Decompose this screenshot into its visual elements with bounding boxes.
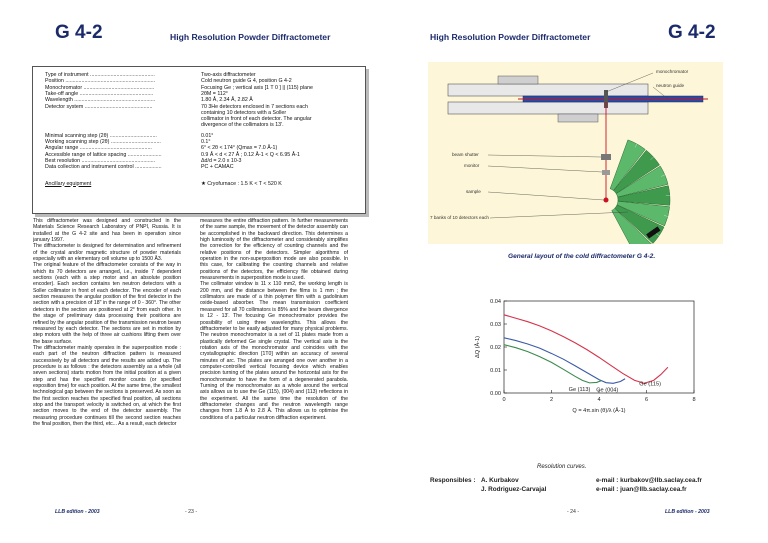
text-column-1 <box>33 218 181 506</box>
paragraph: The diffractometer mainly operates in the superposition mode : each part of the neutron diffraction pattern is measured successively by all detectors and the results are added up. The procedure is as follows : the detectors assembly as a whole (all seven sections) starts motion from the initial position at a given step and has the specified monitor counts (or specified exposition time) for each position. At the same time, the smallest technological gap between the sections is preserved. As soon as the first section reaches the specified final position, all sections stop and the transport velocity is switched on, at which the first section moves to the end of the detector assembly. The measuring procedure continues till the second section reaches the final position, then the third, etc... As a result, each detector <box>33 344 181 427</box>
text-column-2 <box>200 218 348 506</box>
series-line-2 <box>504 345 601 383</box>
shield-block-top <box>448 84 648 96</box>
spec-value: Focusing Ge ; vertical axis [1 T 0 ] || (115) plane <box>201 84 313 91</box>
x-axis-label: Q = 4π.sin (θ)/λ (Å-1) <box>572 408 626 413</box>
spec-value: 6° < 2θ < 174° (Qmax = 7.0 Å-1) <box>201 145 278 152</box>
spec-value: divergence of the collimators is 13'. <box>201 122 284 129</box>
responsible-2-name: J. Rodriguez-Carvajal <box>481 486 547 493</box>
x-tick-label: 2 <box>549 397 554 403</box>
spec-value: Two-axis diffractometer <box>201 72 256 78</box>
responsible-2-email[interactable]: e-mail : juan@llb.saclay.cea.fr <box>596 486 687 493</box>
spec-value: 70 3He detectors enclosed in 7 sections each <box>201 103 308 110</box>
spec-value: Δd/d = 2.0 x 10-3 <box>201 157 242 164</box>
layout-caption: General layout of the cold diffractometer G 4-2. <box>508 253 656 260</box>
spec-value: PC + CAMAC <box>201 164 234 171</box>
left-page-code: G 4-2 <box>55 22 103 43</box>
x-tick-label: 8 <box>692 397 696 403</box>
resolution-caption: Resolution curves. <box>537 464 587 470</box>
spec-label: Position ............................................................. <box>45 78 156 85</box>
spec-label: Working scanning step (2θ) .................................. <box>45 139 161 145</box>
spec-label: Detector system .............................................. <box>45 103 153 110</box>
ancillary-label: Ancillary equipment <box>45 180 92 187</box>
y-axis-label: ΔQ (Å-1) <box>475 335 481 359</box>
leader-shutter <box>488 155 601 157</box>
responsible-1-email[interactable]: e-mail : kurbakov@llb.saclay.cea.fr <box>596 477 702 484</box>
layout-diagram <box>428 62 723 244</box>
sample-point <box>604 198 609 203</box>
spec-label: Best resolution .................................................. <box>45 157 156 164</box>
left-footer-edition: LLB edition - 2003 <box>55 509 100 515</box>
responsibles-label: Responsibles : <box>430 477 476 484</box>
label-neutron-guide: neutron guide <box>656 83 685 88</box>
left-page-number: - 23 - <box>185 509 198 515</box>
paragraph: measures the entire diffraction pattern. In further measurements of the same sample, the movement of the detector assembly can be accomplished in the backward direction. This determines a high luminosity of the diffractometer and considerably simplifies the correction for the efficiency of counting channels and the relative positions of the detectors. Simpler algorithms of operation in the non-superposition mode are also possible. In this case, for calibrating the counting channels and relative positions of the detectors, the efficiency file obtained during measurements in superposition mode is used. <box>200 218 348 282</box>
spec-label: Data collection and instrument control .................. <box>45 164 162 171</box>
spec-label: Monochromator ................................................ <box>45 84 155 91</box>
resolution-chart <box>470 293 706 413</box>
shield-cap-left <box>498 76 538 84</box>
label-sample: sample <box>466 189 481 194</box>
paragraph: This diffractometer was designed and constructed in the Materials Science Research Laboratory of PNPI, Russia. It is installed at the G 4-2 site and has been in operation since january 1997. <box>33 218 181 244</box>
x-tick-label: 6 <box>644 397 649 403</box>
label-beam-shutter: beam shutter <box>452 152 479 157</box>
series-label: Ge (004) <box>596 387 619 394</box>
right-footer-edition: LLB edition - 2003 <box>665 509 710 515</box>
beam-shutter-block <box>601 154 611 160</box>
shield-block-bottom <box>448 102 648 114</box>
spec-label: Accessible range of lattice spacing ....................... <box>45 151 162 158</box>
y-tick-label: 0.00 <box>490 391 501 397</box>
spec-value: 0.9 Å < d < 27 Å ; 0.12 Å-1 < Q < 6.95 Å-1 <box>201 151 300 158</box>
detector-banks <box>610 140 674 244</box>
spec-value: containing 10 detectors with a Soller <box>201 109 287 116</box>
responsible-1-name: A. Kurbakov <box>481 477 519 484</box>
spec-label: Angular range ................................................. <box>45 145 152 152</box>
y-tick-label: 0.03 <box>490 322 501 328</box>
y-tick-label: 0.02 <box>490 345 501 351</box>
paragraph: The original feature of the diffractometer consists of the way in which its 70 detectors are arranged, i.e., inside 7 dependent sections (each with a step motor and an absolute position encoder). Each section contains ten neutron detectors with a Soller collimator in front of each detector. The encoder of each section measures the angular position of the first detector in the section with a precision of 18" in the range of 0 - 360°. The other detectors in the section are positioned at 2° from each other. In the stage of preliminary data processing their positions are refined by the angular position of the transmission neutron beam measured by each detector. The sections are set in motion by step motors with the help of three air cushions lifting them over the base surface. <box>33 262 181 345</box>
series-line-1 <box>504 338 625 384</box>
spec-value: 1.80 Å, 2.34 Å, 2.82 Å <box>201 97 253 104</box>
left-page-title: High Resolution Powder Diffractometer <box>170 32 331 42</box>
label-monochromator: monochromator <box>656 69 689 74</box>
shield-cap-right <box>558 114 598 122</box>
series-label: Ge (113) <box>568 386 591 393</box>
spec-label: Minimal scanning step (2θ) ................................ <box>45 132 157 139</box>
label-monitor: monitor <box>464 163 480 168</box>
y-tick-label: 0.04 <box>490 299 501 305</box>
right-page-number: - 24 - <box>567 509 580 515</box>
label-detector-banks: 7 banks of 10 detectors each <box>430 215 489 220</box>
series-line-0 <box>504 315 668 384</box>
spec-value: collimator in front of each detector. The angular <box>201 116 312 123</box>
y-tick-label: 0.01 <box>490 368 501 374</box>
paragraph: The collimator window is 11 x 110 mm2, the working length is 200 mm, and the distance between the films is 1 mm ; the collimators are made of a thin polymer film with a gadolinium oxide-based absorber. The mean transmission coefficient measured for all 70 collimators is 85% and the beam divergence is 12 - 13'. The focusing Ge monochromator provides the possibility of using three wavelengths. This allows the diffractometer to be easily adjusted for many physical problems. The neutron monochromator is a set of 11 plates made from a plastically deformed Ge single crystal. The vertical axis is the rotation axis of the monochromator and coincides with the crystallographic direction [1T0] within an accuracy of several minutes of arc. The plates are arranged one over another in a computer-controlled vertical focusing device which enables precision turning of the plates around the horizontal axis for the monochromator to have the form of a degenerated parabola. Turning of the monochromator as a whole around the vertical axis allows us to use the Ge (115), (004) and (113) reflections in the experiment. All the same time the resolution of the diffractometer changes and the neutron wavelength range changes from 1.8 Å to 2.8 Å. This allows us to optimise the conditions of a particular neutron diffraction experiment. <box>200 281 348 421</box>
spec-value: Cold neutron guide G 4, position G 4-2 <box>201 78 292 85</box>
x-tick-label: 0 <box>502 397 506 403</box>
paragraph: The diffractometer is designed for determination and refinement of the crystal and/or magnetic structure of powder materials especially with an elementary cell volume up to 1500 Å3. <box>33 243 181 263</box>
leader-sample <box>488 192 604 200</box>
spec-label: Type of instrument ............................................ <box>45 72 155 78</box>
x-tick-label: 4 <box>597 397 601 403</box>
right-page-code: G 4-2 <box>668 22 716 43</box>
series-label: Ge (115) <box>639 381 661 388</box>
leader-monitor <box>488 166 602 172</box>
leader-banks <box>490 212 628 218</box>
right-page-title: High Resolution Powder Diffractometer <box>430 32 591 42</box>
spec-value: 0.01° <box>201 132 214 139</box>
spec-label: Take-off angle .................................................. <box>45 90 154 97</box>
spec-value: 2θM = 112° <box>201 90 228 97</box>
spec-value: 0.1° <box>201 139 211 145</box>
ancillary-value: ★ Cryofurnace : 1.5 K < T < 520 K <box>201 180 282 187</box>
spec-label: Wavelength ....................................................... <box>45 97 156 104</box>
spec-box <box>32 66 366 214</box>
monitor-block <box>602 170 610 175</box>
